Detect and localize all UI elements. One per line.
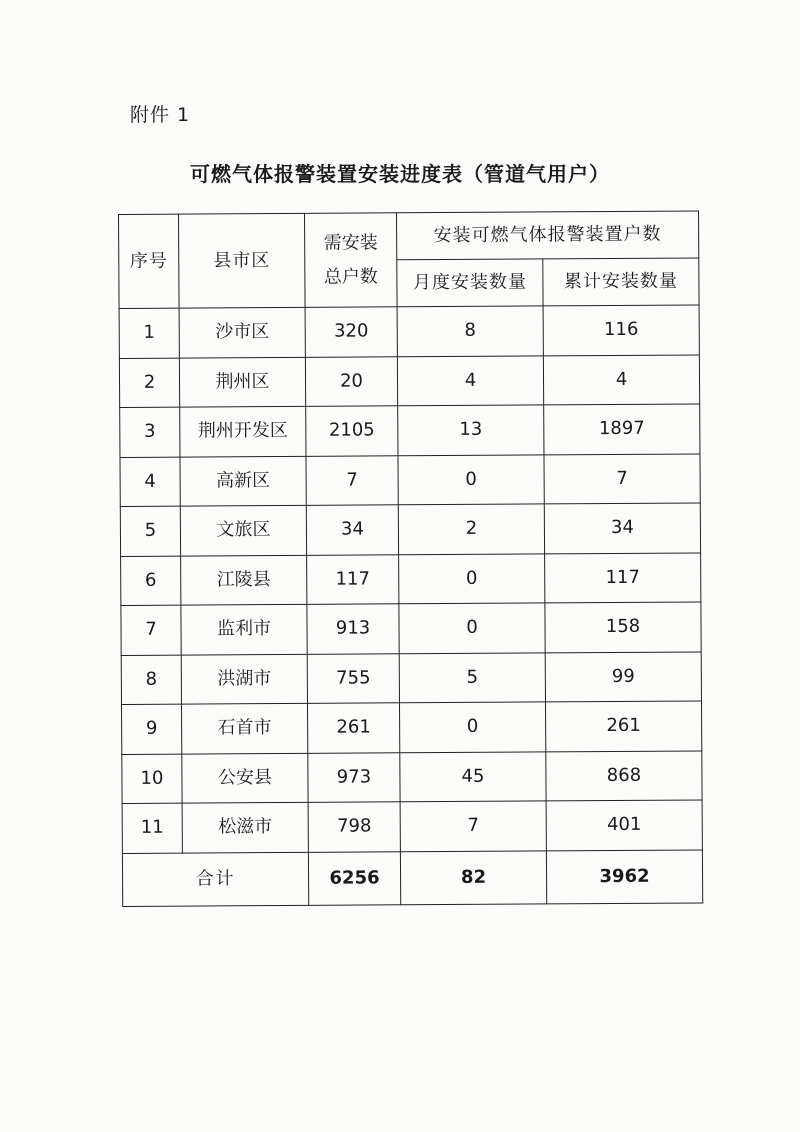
cell-monthly: 0 [399, 702, 545, 752]
table-row [121, 701, 701, 754]
cell-required: 320 [305, 307, 397, 357]
cell-cumulative: 158 [545, 602, 701, 652]
table-row [122, 800, 702, 853]
cell-seq: 4 [120, 457, 180, 507]
cell-required: 20 [305, 356, 397, 406]
total-row [122, 849, 702, 906]
cell-district: 沙市区 [179, 307, 305, 357]
cell-monthly: 0 [398, 454, 544, 504]
cell-required: 755 [307, 653, 399, 703]
cell-required: 34 [306, 505, 398, 555]
total-label: 合计 [122, 852, 308, 906]
cell-district: 石首市 [181, 703, 307, 753]
cell-cumulative: 868 [546, 750, 702, 800]
cell-cumulative: 34 [544, 503, 700, 553]
cell-district: 监利市 [181, 604, 307, 654]
cell-district: 高新区 [180, 456, 306, 506]
attachment-label: 附件 1 [130, 104, 191, 126]
table-row [119, 305, 699, 358]
table-row [120, 503, 700, 556]
total-cumulative: 3962 [546, 849, 702, 903]
cell-seq: 6 [121, 556, 181, 606]
cell-district: 松滋市 [182, 802, 308, 852]
cell-cumulative: 4 [543, 354, 699, 404]
cell-required: 2105 [306, 406, 398, 456]
cell-cumulative: 116 [543, 305, 699, 355]
cell-required: 798 [308, 802, 400, 852]
cell-seq: 3 [120, 407, 180, 457]
installation-progress-table [118, 210, 703, 906]
cell-cumulative: 401 [546, 800, 702, 850]
header-required-line2: 总户数 [323, 265, 378, 288]
cell-monthly: 2 [398, 504, 544, 554]
table-row [120, 453, 700, 506]
cell-monthly: 45 [400, 751, 546, 801]
table-row [119, 354, 699, 407]
cell-seq: 8 [121, 655, 181, 705]
cell-district: 公安县 [182, 753, 308, 803]
cell-seq: 1 [119, 308, 179, 358]
header-installed-group: 安装可燃气体报警装置户数 [396, 211, 698, 260]
cell-monthly: 0 [399, 553, 545, 603]
cell-cumulative: 117 [545, 552, 701, 602]
cell-required: 973 [308, 752, 400, 802]
cell-seq: 5 [120, 506, 180, 556]
cell-seq: 11 [122, 803, 182, 853]
cell-seq: 2 [119, 358, 179, 408]
table-row [121, 552, 701, 605]
header-row [119, 211, 699, 262]
table-row [120, 404, 700, 457]
header-cumulative: 累计安装数量 [543, 258, 699, 306]
cell-district: 荆州区 [179, 357, 305, 407]
total-monthly: 82 [400, 850, 546, 904]
cell-district: 荆州开发区 [180, 406, 306, 456]
cell-required: 261 [307, 703, 399, 753]
cell-seq: 9 [121, 704, 181, 754]
cell-cumulative: 261 [545, 701, 701, 751]
cell-required: 7 [306, 455, 398, 505]
header-required-line1: 需安装 [323, 232, 378, 254]
document-title: 可燃气体报警装置安装进度表（管道气用户） [190, 162, 610, 186]
header-monthly: 月度安装数量 [397, 259, 543, 307]
cell-monthly: 7 [400, 801, 546, 851]
cell-seq: 10 [122, 754, 182, 804]
cell-monthly: 13 [398, 405, 544, 455]
cell-district: 江陵县 [181, 555, 307, 605]
cell-district: 洪湖市 [181, 654, 307, 704]
header-required-total [304, 213, 397, 308]
cell-cumulative: 7 [544, 453, 700, 503]
table-row [121, 651, 701, 704]
total-required: 6256 [308, 851, 400, 905]
table-row [121, 602, 701, 655]
cell-cumulative: 1897 [544, 404, 700, 454]
cell-seq: 7 [121, 605, 181, 655]
cell-monthly: 8 [397, 306, 543, 356]
cell-required: 117 [307, 554, 399, 604]
cell-required: 913 [307, 604, 399, 654]
cell-cumulative: 99 [545, 651, 701, 701]
cell-monthly: 5 [399, 652, 545, 702]
header-district: 县市区 [179, 213, 306, 308]
cell-monthly: 4 [397, 355, 543, 405]
cell-district: 文旅区 [180, 505, 306, 555]
header-seq: 序号 [119, 214, 180, 308]
cell-monthly: 0 [399, 603, 545, 653]
table-row [122, 750, 702, 803]
